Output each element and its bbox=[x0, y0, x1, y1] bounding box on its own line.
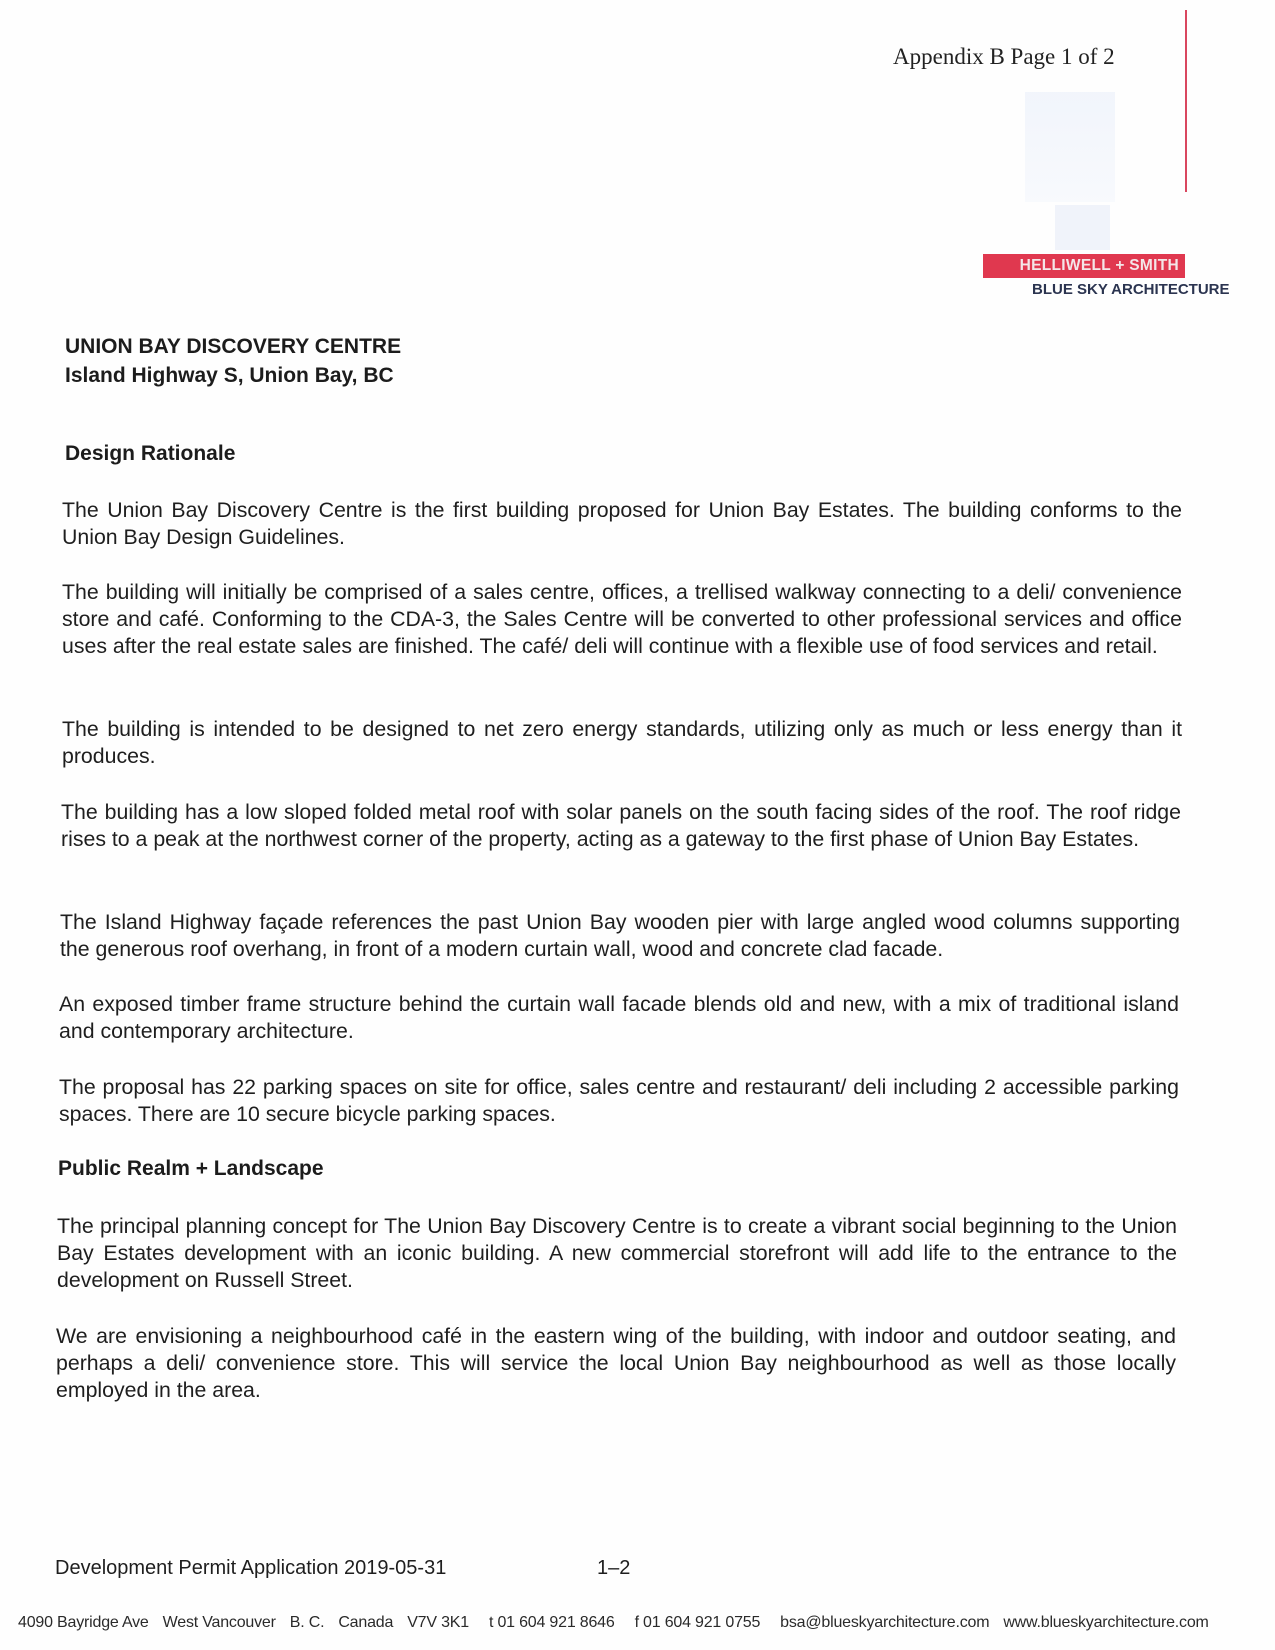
project-location: Island Highway S, Union Bay, BC bbox=[65, 364, 394, 387]
section-heading-public-realm: Public Realm + Landscape bbox=[58, 1157, 324, 1180]
project-title-block bbox=[65, 332, 401, 390]
project-name: UNION BAY DISCOVERY CENTRE bbox=[65, 335, 402, 358]
address-postal: V7V 3K1 bbox=[407, 1614, 469, 1631]
address-city: West Vancouver bbox=[162, 1614, 276, 1631]
address-street: 4090 Bayridge Ave bbox=[18, 1614, 149, 1631]
footer-address-line bbox=[18, 1614, 1209, 1632]
paragraph: The building is intended to be designed to net zero energy standards, utilizing only as much or less energy than it produces. bbox=[62, 717, 1182, 768]
address-email[interactable]: bsa@blueskyarchitecture.com bbox=[780, 1614, 990, 1631]
paragraph: We are envisioning a neighbourhood café in the eastern wing of the building, with indoor and outdoor seating, and perhaps a deli/ convenience store. This will service the local Union Bay neighbourhood as well as those locally employed in the area. bbox=[56, 1324, 1176, 1402]
footer-page-reference: 1–2 bbox=[597, 1557, 631, 1579]
appendix-page-label: Appendix B Page 1 of 2 bbox=[893, 44, 1115, 69]
paragraph: The building will initially be comprised of a sales centre, offices, a trellised walkway connecting to a deli/ convenience store and café. Conforming to the CDA-3, the Sales Centre will be converted to other professional services and office uses after the real estate sales are finished. The café/ deli will continue with a flexible use of food services and retail. bbox=[62, 580, 1182, 658]
red-vertical-rule bbox=[1185, 10, 1187, 192]
address-website[interactable]: www.blueskyarchitecture.com bbox=[1003, 1614, 1209, 1631]
paragraph: The Island Highway façade references the past Union Bay wooden pier with large angled wood columns supporting the generous roof overhang, in front of a modern curtain wall, wood and concrete clad facade. bbox=[60, 910, 1180, 961]
paragraph: The principal planning concept for The Union Bay Discovery Centre is to create a vibrant social beginning to the Union Bay Estates development with an iconic building. A new commercial storefront will add life to the entrance to the development on Russell Street. bbox=[57, 1214, 1177, 1292]
address-country: Canada bbox=[338, 1614, 394, 1631]
address-phone: t 01 604 921 8646 bbox=[488, 1614, 615, 1631]
address-province: B. C. bbox=[289, 1614, 325, 1631]
paragraph: The proposal has 22 parking spaces on site for office, sales centre and restaurant/ deli including 2 accessible parking spaces. There are 10 secure bicycle parking spaces. bbox=[59, 1075, 1179, 1126]
logo-firm-name: HELLIWELL + SMITH bbox=[1019, 257, 1179, 274]
paragraph: The building has a low sloped folded metal roof with solar panels on the south facing sides of the roof. The roof ridge rises to a peak at the northwest corner of the property, acting as a gateway to the first phase of Union Bay Estates. bbox=[61, 800, 1181, 851]
logo-firm-name-bar bbox=[983, 254, 1185, 278]
footer-document-label: Development Permit Application 2019-05-31 bbox=[55, 1557, 447, 1579]
address-fax: f 01 604 921 0755 bbox=[634, 1614, 761, 1631]
paragraph: An exposed timber frame structure behind the curtain wall facade blends old and new, with a mix of traditional island and contemporary architecture. bbox=[59, 992, 1179, 1043]
logo-mark-faded-upper bbox=[1025, 92, 1115, 202]
logo-subtitle: BLUE SKY ARCHITECTURE bbox=[1032, 281, 1230, 298]
paragraph: The Union Bay Discovery Centre is the first building proposed for Union Bay Estates. The building conforms to the Union Bay Design Guidelines. bbox=[62, 498, 1182, 549]
section-heading-design-rationale: Design Rationale bbox=[65, 442, 236, 465]
logo-mark-faded-lower bbox=[1055, 205, 1110, 250]
